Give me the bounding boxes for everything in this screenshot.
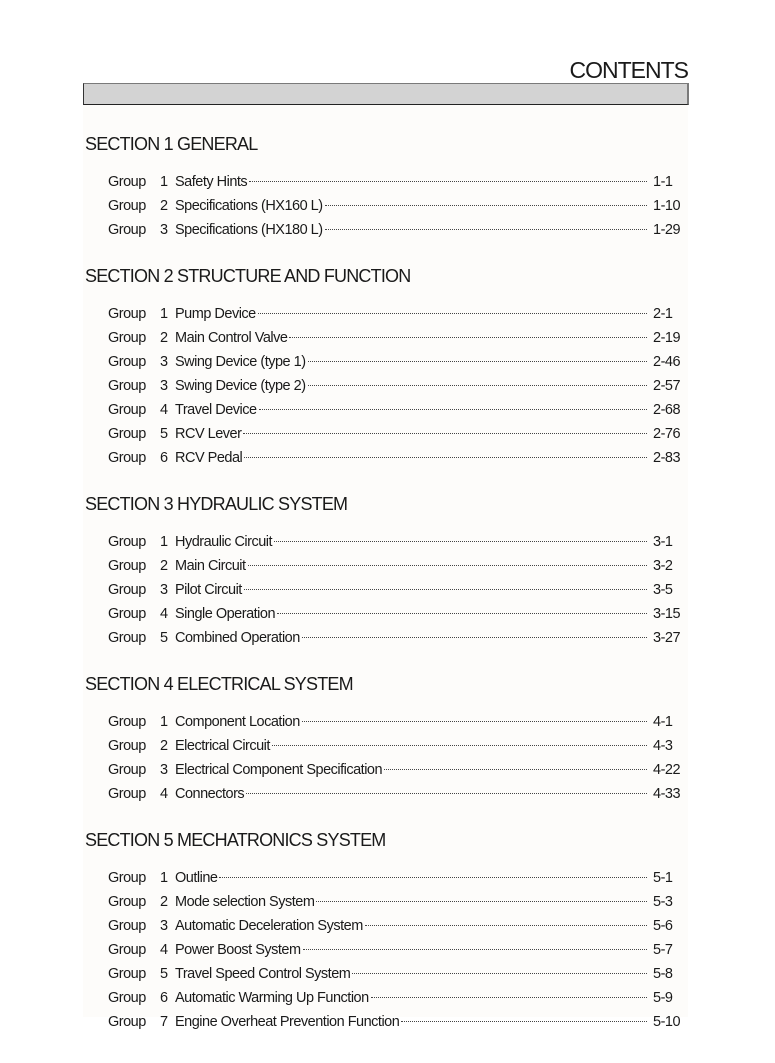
- group-label: Group: [108, 606, 146, 622]
- group-label: Group: [108, 426, 146, 442]
- page-number[interactable]: 3-2: [653, 558, 673, 574]
- entry-label[interactable]: Outline: [175, 870, 218, 886]
- dot-leader: [243, 433, 647, 434]
- toc-entry-component-location[interactable]: [108, 710, 683, 734]
- page-number[interactable]: 5-9: [653, 990, 673, 1006]
- toc-entry-main-control-valve[interactable]: [108, 326, 683, 350]
- entry-label[interactable]: Specifications (HX160 L): [175, 198, 323, 214]
- entry-label[interactable]: Combined Operation: [175, 630, 300, 646]
- group-number: 3: [160, 582, 168, 598]
- page-number[interactable]: 2-57: [653, 378, 681, 394]
- entry-label[interactable]: Specifications (HX180 L): [175, 222, 323, 238]
- table-of-contents: [85, 130, 683, 1034]
- dot-leader: [244, 589, 647, 590]
- entry-label[interactable]: Safety Hints: [175, 174, 248, 190]
- dot-leader: [248, 565, 647, 566]
- page-number[interactable]: 5-8: [653, 966, 673, 982]
- dot-leader: [325, 205, 647, 206]
- dot-leader: [384, 769, 647, 770]
- page-number[interactable]: 1-29: [653, 222, 681, 238]
- toc-entry-outline[interactable]: [108, 866, 683, 890]
- page-number[interactable]: 4-22: [653, 762, 681, 778]
- toc-entry-specifications-hx160l[interactable]: [108, 194, 683, 218]
- dot-leader: [258, 313, 647, 314]
- group-number: 5: [160, 630, 168, 646]
- toc-entry-automatic-deceleration-system[interactable]: [108, 914, 683, 938]
- toc-entry-swing-device-type2[interactable]: [108, 374, 683, 398]
- group-number: 1: [160, 534, 168, 550]
- group-number: 3: [160, 378, 168, 394]
- dot-leader: [302, 721, 647, 722]
- toc-entry-electrical-circuit[interactable]: [108, 734, 683, 758]
- group-number: 3: [160, 762, 168, 778]
- dot-leader: [274, 541, 647, 542]
- group-label: Group: [108, 966, 146, 982]
- entry-label[interactable]: Electrical Component Specification: [175, 762, 383, 778]
- group-number: 2: [160, 894, 168, 910]
- entry-label[interactable]: Single Operation: [175, 606, 276, 622]
- entry-label[interactable]: Swing Device (type 1): [175, 354, 306, 370]
- entry-label[interactable]: Power Boost System: [175, 942, 301, 958]
- toc-entry-engine-overheat-prevention-function[interactable]: [108, 1010, 683, 1034]
- dot-leader: [219, 877, 647, 878]
- group-label: Group: [108, 198, 146, 214]
- toc-entry-travel-speed-control-system[interactable]: [108, 962, 683, 986]
- entry-label[interactable]: Pump Device: [175, 306, 256, 322]
- entry-label[interactable]: RCV Lever: [175, 426, 242, 442]
- group-label: Group: [108, 762, 146, 778]
- group-number: 7: [160, 1014, 168, 1030]
- toc-entry-automatic-warming-up-function[interactable]: [108, 986, 683, 1010]
- dot-leader: [308, 361, 647, 362]
- group-number: 1: [160, 870, 168, 886]
- entry-label[interactable]: Automatic Warming Up Function: [175, 990, 369, 1006]
- entry-label[interactable]: Connectors: [175, 786, 245, 802]
- group-label: Group: [108, 402, 146, 418]
- group-label: Group: [108, 738, 146, 754]
- group-label: Group: [108, 918, 146, 934]
- group-number: 5: [160, 966, 168, 982]
- dot-leader: [371, 997, 647, 998]
- group-number: 3: [160, 354, 168, 370]
- entry-label[interactable]: Component Location: [175, 714, 300, 730]
- toc-entry-specifications-hx180l[interactable]: [108, 218, 683, 242]
- group-label: Group: [108, 786, 146, 802]
- group-number: 6: [160, 450, 168, 466]
- dot-leader: [365, 925, 647, 926]
- section-2: [85, 262, 683, 470]
- toc-entry-connectors[interactable]: [108, 782, 683, 806]
- group-number: 4: [160, 606, 168, 622]
- page-number[interactable]: 2-1: [653, 306, 673, 322]
- group-label: Group: [108, 534, 146, 550]
- group-number: 1: [160, 174, 168, 190]
- entry-label[interactable]: Travel Device: [175, 402, 257, 418]
- toc-entry-mode-selection-system[interactable]: [108, 890, 683, 914]
- dot-leader: [352, 973, 647, 974]
- page-number[interactable]: 2-46: [653, 354, 681, 370]
- entry-label[interactable]: Hydraulic Circuit: [175, 534, 273, 550]
- entry-label[interactable]: Main Circuit: [175, 558, 246, 574]
- group-label: Group: [108, 714, 146, 730]
- entry-label[interactable]: Main Control Valve: [175, 330, 288, 346]
- group-number: 1: [160, 306, 168, 322]
- group-label: Group: [108, 222, 146, 238]
- toc-entry-safety-hints[interactable]: [108, 170, 683, 194]
- dot-leader: [272, 745, 647, 746]
- entry-label[interactable]: Mode selection System: [175, 894, 315, 910]
- dot-leader: [249, 181, 647, 182]
- page-number[interactable]: 2-83: [653, 450, 681, 466]
- section-5: [85, 826, 683, 1034]
- toc-entry-swing-device-type1[interactable]: [108, 350, 683, 374]
- page-number[interactable]: 3-5: [653, 582, 673, 598]
- toc-entry-hydraulic-circuit[interactable]: [108, 530, 683, 554]
- dot-leader: [303, 949, 647, 950]
- group-label: Group: [108, 942, 146, 958]
- group-number: 3: [160, 222, 168, 238]
- page-number[interactable]: 4-1: [653, 714, 673, 730]
- dot-leader: [289, 337, 647, 338]
- group-label: Group: [108, 174, 146, 190]
- dot-leader: [325, 229, 647, 230]
- dot-leader: [302, 637, 647, 638]
- section-1: [85, 130, 683, 242]
- page-number[interactable]: 2-68: [653, 402, 681, 418]
- entry-label[interactable]: Engine Overheat Prevention Function: [175, 1014, 400, 1030]
- entry-label[interactable]: Swing Device (type 2): [175, 378, 306, 394]
- page-number[interactable]: 4-33: [653, 786, 681, 802]
- entry-label[interactable]: Pilot Circuit: [175, 582, 242, 598]
- group-label: Group: [108, 630, 146, 646]
- entry-label[interactable]: RCV Pedal: [175, 450, 243, 466]
- entry-label[interactable]: Electrical Circuit: [175, 738, 270, 754]
- group-label: Group: [108, 354, 146, 370]
- entry-label[interactable]: Automatic Deceleration System: [175, 918, 363, 934]
- group-label: Group: [108, 558, 146, 574]
- section-title: SECTION 3 HYDRAULIC SYSTEM: [85, 494, 348, 514]
- toc-entry-single-operation[interactable]: [108, 602, 683, 626]
- group-number: 2: [160, 198, 168, 214]
- group-number: 6: [160, 990, 168, 1006]
- toc-entry-power-boost-system[interactable]: [108, 938, 683, 962]
- group-label: Group: [108, 306, 146, 322]
- dot-leader: [308, 385, 647, 386]
- dot-leader: [316, 901, 647, 902]
- page-title: CONTENTS: [569, 57, 688, 83]
- page-number[interactable]: 1-10: [653, 198, 681, 214]
- page-number[interactable]: 4-3: [653, 738, 673, 754]
- page-number[interactable]: 3-15: [653, 606, 681, 622]
- page-number[interactable]: 5-6: [653, 918, 673, 934]
- section-3: [85, 490, 683, 650]
- section-4: [85, 670, 683, 806]
- page-number[interactable]: 5-3: [653, 894, 673, 910]
- title-underline-bar: [83, 83, 689, 105]
- toc-entry-pump-device[interactable]: [108, 302, 683, 326]
- dot-leader: [277, 613, 647, 614]
- page-number[interactable]: 1-1: [653, 174, 673, 190]
- group-label: Group: [108, 582, 146, 598]
- group-label: Group: [108, 1014, 146, 1030]
- group-label: Group: [108, 450, 146, 466]
- group-label: Group: [108, 870, 146, 886]
- dot-leader: [244, 457, 647, 458]
- toc-entry-rcv-lever[interactable]: [108, 422, 683, 446]
- dot-leader: [259, 409, 647, 410]
- group-number: 2: [160, 558, 168, 574]
- toc-entry-pilot-circuit[interactable]: [108, 578, 683, 602]
- group-number: 4: [160, 942, 168, 958]
- group-number: 4: [160, 402, 168, 418]
- group-number: 4: [160, 786, 168, 802]
- toc-entry-combined-operation[interactable]: [108, 626, 683, 650]
- page-number[interactable]: 5-1: [653, 870, 673, 886]
- page-number[interactable]: 3-27: [653, 630, 681, 646]
- group-number: 2: [160, 738, 168, 754]
- group-label: Group: [108, 330, 146, 346]
- page-number[interactable]: 3-1: [653, 534, 673, 550]
- page-number[interactable]: 2-76: [653, 426, 681, 442]
- group-label: Group: [108, 990, 146, 1006]
- group-number: 2: [160, 330, 168, 346]
- toc-entry-electrical-component-specification[interactable]: [108, 758, 683, 782]
- group-number: 1: [160, 714, 168, 730]
- toc-entry-main-circuit[interactable]: [108, 554, 683, 578]
- entry-label[interactable]: Travel Speed Control System: [175, 966, 351, 982]
- group-number: 3: [160, 918, 168, 934]
- section-title: SECTION 5 MECHATRONICS SYSTEM: [85, 830, 386, 850]
- group-label: Group: [108, 378, 146, 394]
- group-label: Group: [108, 894, 146, 910]
- dot-leader: [401, 1021, 647, 1022]
- section-title: SECTION 2 STRUCTURE AND FUNCTION: [85, 266, 411, 286]
- section-title: SECTION 1 GENERAL: [85, 134, 258, 154]
- dot-leader: [246, 793, 647, 794]
- section-title: SECTION 4 ELECTRICAL SYSTEM: [85, 674, 353, 694]
- page-number[interactable]: 2-19: [653, 330, 681, 346]
- toc-entry-travel-device[interactable]: [108, 398, 683, 422]
- toc-entry-rcv-pedal[interactable]: [108, 446, 683, 470]
- group-number: 5: [160, 426, 168, 442]
- page-number[interactable]: 5-10: [653, 1014, 681, 1030]
- page-number[interactable]: 5-7: [653, 942, 673, 958]
